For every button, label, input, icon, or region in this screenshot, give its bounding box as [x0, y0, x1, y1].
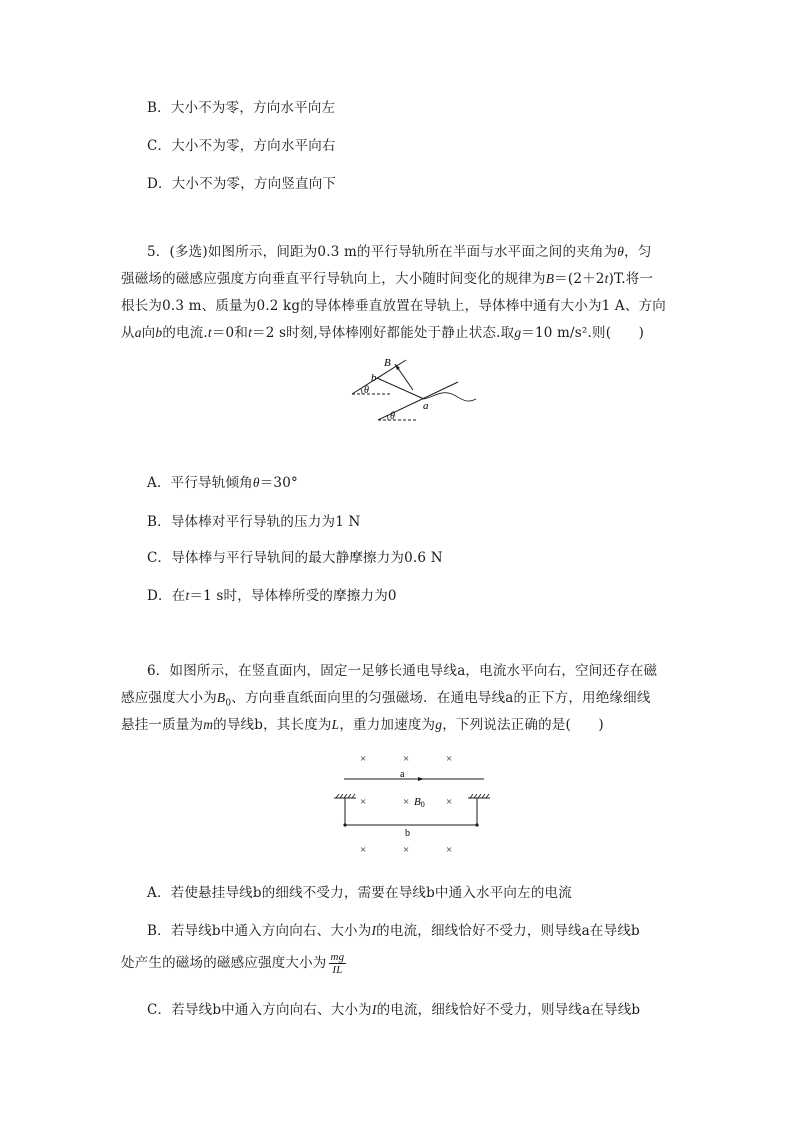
q6-option-b-line-2: 处产生的磁场的磁感应强度大小为 $\frac{mg}{IL}$ [121, 951, 345, 976]
fig6-label-B0: B0 [414, 796, 425, 809]
q4-option-b: B．大小不为零，方向水平向左 [147, 100, 336, 116]
fig5-label-theta-1: θ [364, 385, 369, 396]
left-ceiling-hatch [336, 794, 355, 798]
q6-stem-line-3: 悬挂一质量为m的导线b，其长度为L，重力加速度为g，下列说法正确的是( ) [121, 717, 604, 733]
rail-upper [352, 360, 406, 394]
conductor-rod [377, 378, 424, 399]
angle-arc-1 [361, 389, 362, 394]
fraction-mg-over-il: $\frac{mg}{IL}$ [330, 951, 345, 976]
q6-stem-line-1: 6．如图所示，在竖直面内，固定一足够长通电导线a，电流水平向右，空间还存在磁 [147, 663, 658, 679]
q5-option-a: A．平行导轨倾角θ＝30° [147, 475, 298, 491]
cross-4: × [360, 796, 367, 808]
q4-option-c: C．大小不为零，方向水平向右 [147, 138, 336, 154]
fig5-label-theta-2: θ [390, 411, 395, 422]
cross-6: × [446, 796, 453, 808]
q6-option-b-line-1: B．若导线b中通入方向向右、大小为I的电流，细线恰好不受力，则导线a在导线b [147, 923, 640, 939]
fig6-label-a: a [400, 769, 405, 780]
fig6-label-b: b [405, 828, 410, 839]
q5-stem-line-1: 5．(多选)如图所示，间距为0.3 m的平行导轨所在半面与水平面之间的夹角为θ，匀 [147, 244, 652, 260]
q4-option-d: D．大小不为零，方向竖直向下 [147, 176, 337, 192]
q6-option-c-line-1: C．若导线b中通入方向向右、大小为I的电流，细线恰好不受力，则导线a在导线b [147, 1002, 641, 1018]
cross-7: × [360, 844, 367, 856]
cross-3: × [446, 753, 453, 765]
q5-rail-figure [340, 352, 540, 432]
fig5-label-b: b [371, 372, 377, 384]
cross-5: × [403, 796, 410, 808]
q5-option-c: C．导体棒与平行导轨间的最大静摩擦力为0.6 N [147, 550, 443, 566]
cross-1: × [360, 753, 367, 765]
q5-stem-line-3: 根长为0.3 m、质量为0.2 kg的导体棒垂直放置在导轨上，导体棒中通有大小为1 A、方向 [121, 298, 666, 314]
q5-stem-line-4: 从a向b的电流.t＝0和t＝2 s时刻,导体棒刚好都能处于静止状态.取g＝10 m/s².则( ) [121, 325, 645, 341]
cross-2: × [403, 753, 410, 765]
q5-option-d: D．在t＝1 s时，导体棒所受的摩擦力为0 [147, 588, 397, 604]
q5-option-b: B．导体棒对平行导轨的压力为1 N [147, 514, 361, 530]
q5-stem-line-2: 强磁场的磁感应强度方向垂直平行导轨向上，大小随时间变化的规律为B＝(2＋2t)T.将一 [121, 271, 654, 287]
q6-option-a: A．若使悬挂导线b的细线不受力，需要在导线b中通入水平向左的电流 [147, 885, 572, 901]
q6-wire-figure [330, 750, 490, 860]
cross-8: × [403, 844, 410, 856]
cross-9: × [446, 844, 453, 856]
q6-stem-line-2: 感应强度大小为$B_0$、方向垂直纸面向里的匀强磁场．在通电导线a的正下方，用绝缘细线 [121, 690, 651, 709]
right-ceiling-hatch [470, 794, 489, 798]
fig5-label-B: B [384, 357, 391, 369]
wire-a-current-arrow [418, 777, 424, 781]
fig5-label-a: a [423, 400, 429, 412]
